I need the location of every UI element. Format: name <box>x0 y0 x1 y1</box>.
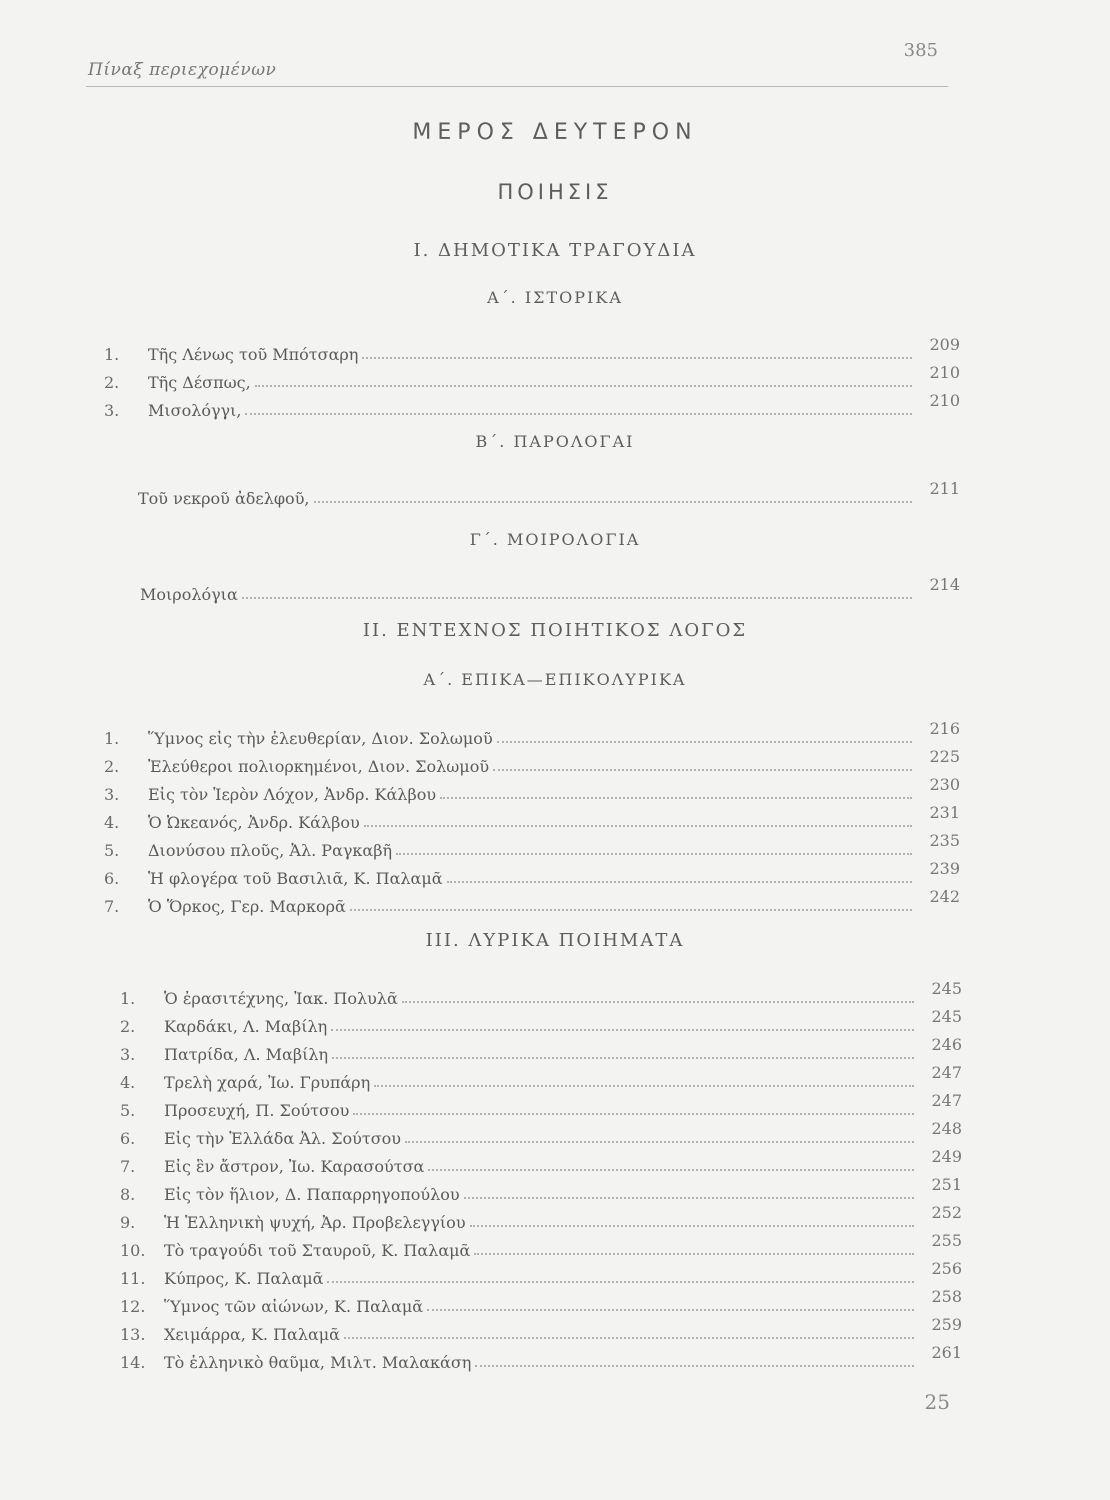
entry-page: 258 <box>931 1287 962 1306</box>
signature-number: 25 <box>924 1390 950 1414</box>
entry-title: Τῆς Λένως τοῦ Μπότσαρη <box>148 345 359 364</box>
entry-title: Ὁ Ὠκεανός, Ἀνδρ. Κάλβου <box>148 813 360 832</box>
part-title: ΜΕΡΟΣ ΔΕΥΤΕΡΟΝ <box>412 120 698 145</box>
entry-page: 247 <box>931 1063 962 1082</box>
entry-number: 7. <box>120 1157 136 1176</box>
entry-number: 5. <box>120 1101 136 1120</box>
toc-entry <box>104 719 960 748</box>
entry-page: 210 <box>929 363 960 382</box>
entry-number: 14. <box>120 1353 146 1372</box>
toc-entry <box>120 979 962 1008</box>
toc-entry <box>104 747 960 776</box>
entry-page: 249 <box>931 1147 962 1166</box>
entry-title: Ἡ φλογέρα τοῦ Βασιλιᾶ, Κ. Παλαμᾶ <box>148 869 443 888</box>
entry-title: Εἰς τὸν ἥλιον, Δ. Παπαρρηγοπούλου <box>164 1185 460 1204</box>
entry-number: 13. <box>120 1325 146 1344</box>
entry-page: 255 <box>931 1231 962 1250</box>
dot-leader <box>440 797 912 799</box>
running-head: Πίναξ περιεχομένων <box>88 60 277 80</box>
dot-leader <box>464 1197 914 1199</box>
dot-leader <box>396 853 912 855</box>
dot-leader <box>332 1057 914 1059</box>
entry-title: Τρελὴ χαρά, Ἰω. Γρυπάρη <box>164 1073 371 1092</box>
entry-page: 259 <box>931 1315 962 1334</box>
entry-number: 3. <box>104 401 120 420</box>
toc-entry <box>104 887 960 916</box>
entry-title: Τὸ τραγούδι τοῦ Σταυροῦ, Κ. Παλαμᾶ <box>164 1241 471 1260</box>
dot-leader <box>474 1253 914 1255</box>
toc-entry <box>140 575 960 604</box>
dot-leader <box>374 1085 914 1087</box>
toc-entry <box>120 1063 962 1092</box>
subsection-title-1a: Α΄. ΙΣΤΟΡΙΚΑ <box>487 288 623 307</box>
entry-title: Ἡ Ἑλληνικὴ ψυχή, Ἀρ. Προβελεγγίου <box>164 1213 466 1232</box>
entry-title: Τῆς Δέσπως, <box>148 373 251 392</box>
toc-entry <box>104 363 960 392</box>
toc-entry <box>120 1231 962 1260</box>
entry-title: Εἰς ἓν ἄστρον, Ἰω. Καρασούτσα <box>164 1157 425 1176</box>
toc-entry <box>120 1119 962 1148</box>
dot-leader <box>255 385 912 387</box>
entry-page: 216 <box>929 719 960 738</box>
entry-page: 247 <box>931 1091 962 1110</box>
entry-page: 242 <box>929 887 960 906</box>
entry-title: Διονύσου πλοῦς, Ἀλ. Ραγκαβῆ <box>148 841 393 860</box>
entry-page: 225 <box>929 747 960 766</box>
entry-number: 1. <box>104 729 120 748</box>
toc-entry <box>138 479 960 508</box>
dot-leader <box>428 1169 914 1171</box>
dot-leader <box>242 597 912 599</box>
entry-page: 246 <box>931 1035 962 1054</box>
subsection-title-2a: Α΄. ΕΠΙΚΑ—ΕΠΙΚΟΛΥΡΙΚΑ <box>423 670 687 689</box>
entry-number: 4. <box>120 1073 136 1092</box>
entry-title: Μισολόγγι, <box>148 401 242 420</box>
entry-title: Ὕμνος εἰς τὴν ἐλευθερίαν, Διον. Σολωμοῦ <box>148 729 493 748</box>
dot-leader <box>350 909 912 911</box>
dot-leader <box>327 1281 914 1283</box>
section-title-2: ΙΙ. ΕΝΤΕΧΝΟΣ ΠΟΙΗΤΙΚΟΣ ΛΟΓΟΣ <box>362 620 748 641</box>
entry-number: 9. <box>120 1213 136 1232</box>
toc-entry <box>104 335 960 364</box>
entry-title: Μοιρολόγια <box>140 585 238 604</box>
entry-page: 245 <box>931 1007 962 1026</box>
entry-page: 230 <box>929 775 960 794</box>
entry-number: 1. <box>104 345 120 364</box>
toc-entry <box>120 1203 962 1232</box>
entry-title: Ἐλεύθεροι πολιορκημένοι, Διον. Σολωμοῦ <box>148 757 490 776</box>
page-number: 385 <box>903 40 938 61</box>
entry-page: 235 <box>929 831 960 850</box>
dot-leader <box>353 1113 914 1115</box>
toc-entry <box>120 1091 962 1120</box>
entry-number: 6. <box>104 869 120 888</box>
toc-entry <box>120 1315 962 1344</box>
dot-leader <box>475 1365 914 1367</box>
toc-entry <box>120 1343 962 1372</box>
entry-number: 2. <box>104 757 120 776</box>
entry-number: 3. <box>104 785 120 804</box>
entry-title: Χειμάρρα, Κ. Παλαμᾶ <box>164 1325 340 1344</box>
entry-title: Ὕμνος τῶν αἰώνων, Κ. Παλαμᾶ <box>164 1297 424 1316</box>
toc-entry <box>120 1007 962 1036</box>
subsection-title-1b: Β΄. ΠΑΡΟΛΟΓΑΙ <box>475 432 635 451</box>
entry-title: Πατρίδα, Λ. Μαβίλη <box>164 1045 329 1064</box>
entry-number: 3. <box>120 1045 136 1064</box>
entry-page: 256 <box>931 1259 962 1278</box>
toc-entry <box>104 391 960 420</box>
entry-page: 210 <box>929 391 960 410</box>
entry-page: 245 <box>931 979 962 998</box>
dot-leader <box>402 1001 914 1003</box>
entry-page: 239 <box>929 859 960 878</box>
entry-number: 5. <box>104 841 120 860</box>
entry-number: 7. <box>104 897 120 916</box>
entry-number: 11. <box>120 1269 146 1288</box>
entry-title: Καρδάκι, Λ. Μαβίλη <box>164 1017 328 1036</box>
dot-leader <box>245 413 912 415</box>
dot-leader <box>344 1337 914 1339</box>
dot-leader <box>493 769 912 771</box>
entry-title: Τὸ ἑλληνικὸ θαῦμα, Μιλτ. Μαλακάση <box>164 1353 472 1372</box>
entry-number: 2. <box>120 1017 136 1036</box>
dot-leader <box>362 357 912 359</box>
dot-leader <box>364 825 912 827</box>
toc-entry <box>104 859 960 888</box>
entry-title: Τοῦ νεκροῦ ἀδελφοῦ, <box>138 489 310 508</box>
dot-leader <box>470 1225 914 1227</box>
section-title-3: ΙΙΙ. ΛΥΡΙΚΑ ΠΟΙΗΜΑΤΑ <box>425 930 685 951</box>
entry-title: Ὁ Ὅρκος, Γερ. Μαρκορᾶ <box>148 897 346 916</box>
entry-page: 209 <box>929 335 960 354</box>
entry-title: Εἰς τὴν Ἑλλάδα Ἀλ. Σούτσου <box>164 1129 401 1148</box>
entry-number: 2. <box>104 373 120 392</box>
toc-entry <box>120 1147 962 1176</box>
toc-entry <box>104 775 960 804</box>
part-subtitle: ΠΟΙΗΣΙΣ <box>497 180 613 204</box>
dot-leader <box>447 881 912 883</box>
toc-entry <box>120 1287 962 1316</box>
entry-title: Ὁ ἐρασιτέχνης, Ἰακ. Πολυλᾶ <box>164 989 398 1008</box>
entry-page: 261 <box>931 1343 962 1362</box>
toc-entry <box>120 1035 962 1064</box>
entry-title: Προσευχή, Π. Σούτσου <box>164 1101 350 1120</box>
subsection-title-1c: Γ΄. ΜΟΙΡΟΛΟΓΙΑ <box>469 530 641 549</box>
dot-leader <box>331 1029 914 1031</box>
toc-entry <box>104 831 960 860</box>
toc-entry <box>120 1259 962 1288</box>
entry-number: 12. <box>120 1297 146 1316</box>
entry-page: 248 <box>931 1119 962 1138</box>
entry-number: 1. <box>120 989 136 1008</box>
entry-number: 6. <box>120 1129 136 1148</box>
header-rule <box>86 86 948 87</box>
entry-number: 4. <box>104 813 120 832</box>
entry-title: Κύπρος, Κ. Παλαμᾶ <box>164 1269 324 1288</box>
entry-number: 10. <box>120 1241 146 1260</box>
entry-page: 252 <box>931 1203 962 1222</box>
entry-number: 8. <box>120 1185 136 1204</box>
dot-leader <box>497 741 912 743</box>
dot-leader <box>405 1141 914 1143</box>
dot-leader <box>427 1309 914 1311</box>
dot-leader <box>314 501 913 503</box>
toc-entry <box>104 803 960 832</box>
entry-title: Εἰς τὸν Ἱερὸν Λόχον, Ἀνδρ. Κάλβου <box>148 785 437 804</box>
entry-page: 251 <box>931 1175 962 1194</box>
entry-page: 211 <box>929 479 960 498</box>
section-title-1: Ι. ΔΗΜΟΤΙΚΑ ΤΡΑΓΟΥΔΙΑ <box>413 240 697 261</box>
toc-entry <box>120 1175 962 1204</box>
entry-page: 214 <box>929 575 960 594</box>
entry-page: 231 <box>929 803 960 822</box>
